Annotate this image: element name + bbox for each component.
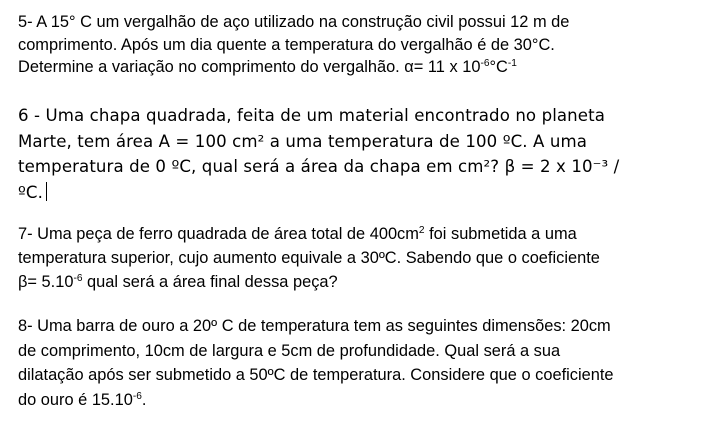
question-7-line-1 <box>18 222 688 246</box>
question-8 <box>18 314 693 412</box>
question-7-line-1-text: 7- Uma peça de ferro quadrada de área total de 400cm <box>18 225 419 243</box>
exponent: -6 <box>480 58 490 70</box>
exponent: 2 <box>418 224 425 236</box>
question-8-line-4-text-end: . <box>141 390 147 409</box>
question-6-line-1: 6 - Uma chapa quadrada, feita de um material encontrado no planeta <box>18 106 605 125</box>
unit-degree-celsius: °C <box>489 58 508 77</box>
question-7-line-3 <box>18 270 688 294</box>
exponent: -6 <box>132 390 142 402</box>
question-7-line-3-text-end: qual será a área final dessa peça? <box>82 273 338 291</box>
question-8-line-2: de comprimento, 10cm de largura e 5cm de profundidade. Qual será a sua <box>18 341 561 360</box>
question-6-line-4 <box>18 180 708 206</box>
question-7-line-2: temperatura superior, cujo aumento equivale a 30ºC. Sabendo que o coeficiente <box>18 249 600 267</box>
question-7-line-3-text: β= 5.10 <box>18 273 74 291</box>
question-6[interactable] <box>18 103 708 206</box>
exponent: -1 <box>507 58 517 70</box>
question-8-line-3: dilatação após ser submetido a 50ºC de temperatura. Considere que o coeficiente <box>18 366 614 384</box>
question-5-line-1: 5- A 15° C um vergalhão de aço utilizado na construção civil possui 12 m de <box>18 13 570 31</box>
question-7 <box>18 222 688 294</box>
question-8-line-4 <box>18 388 693 413</box>
question-5-line-2: comprimento. Após um dia quente a temperatura do vergalhão é de 30°C. <box>18 35 555 54</box>
question-6-line-3: temperatura de 0 ºC, qual será a área da chapa em cm²? β = 2 x 10⁻³ / <box>18 157 620 177</box>
question-5-line-3-text: Determine a variação no comprimento do vergalhão. α= 11 x 10 <box>18 58 481 77</box>
question-5-line-3 <box>18 56 688 79</box>
question-8-line-4-text: do ouro é 15.10 <box>18 390 133 409</box>
question-5 <box>18 11 688 79</box>
question-6-line-2: Marte, tem área A = 100 cm² a uma temperatura de 100 ºC. A uma <box>18 131 588 151</box>
question-7-line-1-text-end: foi submetida a uma <box>424 225 577 243</box>
exponent: -6 <box>73 272 83 284</box>
text-cursor <box>46 182 47 201</box>
question-6-line-4-text: ºC. <box>18 183 43 203</box>
question-8-line-1: 8- Uma barra de ouro a 20º C de temperatura tem as seguintes dimensões: 20cm <box>18 317 611 335</box>
